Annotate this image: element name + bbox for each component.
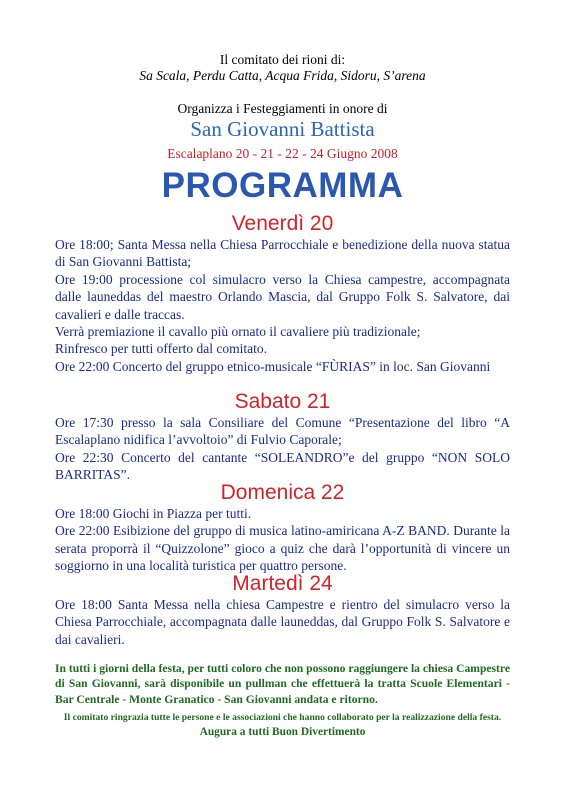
districts-line: Sa Scala, Perdu Catta, Acqua Frida, Sidoru, S’arena (139, 68, 426, 83)
event-line: Ore 19:00 processione col simulacro verso la Chiesa campestre, accompagnata dalle launeddas del maestro Orlando Mascia, dal Gruppo Folk S. Salvatore, dai cavalieri e dalle traccas. (55, 271, 510, 322)
event-line: Ore 18:00; Santa Messa nella Chiesa Parrocchiale e benedizione della nuova statua di San Giovanni Battista; (55, 237, 510, 270)
day-heading: Sabato 21 (234, 390, 331, 413)
festival-dates: Escalaplano 20 - 21 - 22 - 24 Giugno 2008 (167, 146, 398, 161)
event-line: Ore 22:00 Concerto del gruppo etnico-musicale “FÙRIAS” in loc. San Giovanni (55, 358, 491, 374)
saint-name: San Giovanni Battista (190, 117, 375, 141)
event-line: Ore 22:30 Concerto del cantante “SOLEANDRO”e del gruppo “NON SOLO BARRITAS”. (55, 449, 510, 483)
bus-notice: In tutti i giorni della festa, per tutti coloro che non possono raggiungere la chiesa Campestre di San Giovanni, sarà disponibile un pullman che effettuerà la tratta Scuole Elementari - Bar Centrale - Monte Granatico - San Giovanni andata e ritorno. (55, 662, 510, 706)
event-line: Ore 18:00 Giochi in Piazza per tutti. (55, 506, 252, 521)
day-heading: Martedì 24 (232, 572, 333, 595)
day-section-friday (55, 212, 510, 375)
day-heading: Venerdì 20 (231, 212, 334, 235)
event-line: Rinfresco per tutti offerto dal comitato. (55, 341, 267, 357)
event-line: Ore 17:30 presso la sala Consiliare del Comune “Presentazione del libro “A Escalaplano nidifica l’avvoltoio” di Fulvio Caporale; (55, 415, 510, 448)
day-section-sunday (55, 481, 510, 575)
event-line: Ore 22:00 Esibizione del gruppo di musica latino-amiricana A-Z BAND. Durante la serata proporrà il “Quizzolone” gioco a quiz che darà l’opportunità di vincere un soggiorno in una località turistica per quattro persone. (55, 523, 510, 574)
committee-intro (0, 52, 565, 84)
thanks-line: Il comitato ringrazia tutte le persone e le associazioni che hanno collaborato per la realizzazione della festa. (63, 712, 502, 723)
day-heading: Domenica 22 (220, 481, 345, 504)
committee-line: Il comitato dei rioni di: (219, 52, 346, 67)
organizes-line: Organizza i Festeggiamenti in onore di (177, 101, 388, 116)
program-title: PROGRAMMA (161, 166, 404, 205)
event-line: Ore 18:00 Santa Messa nella chiesa Campestre e rientro del simulacro verso la Chiesa Parrocchiale, accompagnata dalle launeddas, dal Gruppo Folk S. Salvatore e dai cavalieri. (55, 597, 510, 647)
day-section-saturday (55, 390, 510, 484)
wishes-line: Augura a tutti Buon Divertimento (199, 726, 366, 738)
event-line: Verrà premiazione il cavallo più ornato il cavaliere più tradizionale; (55, 324, 421, 340)
day-section-tuesday (55, 572, 510, 648)
